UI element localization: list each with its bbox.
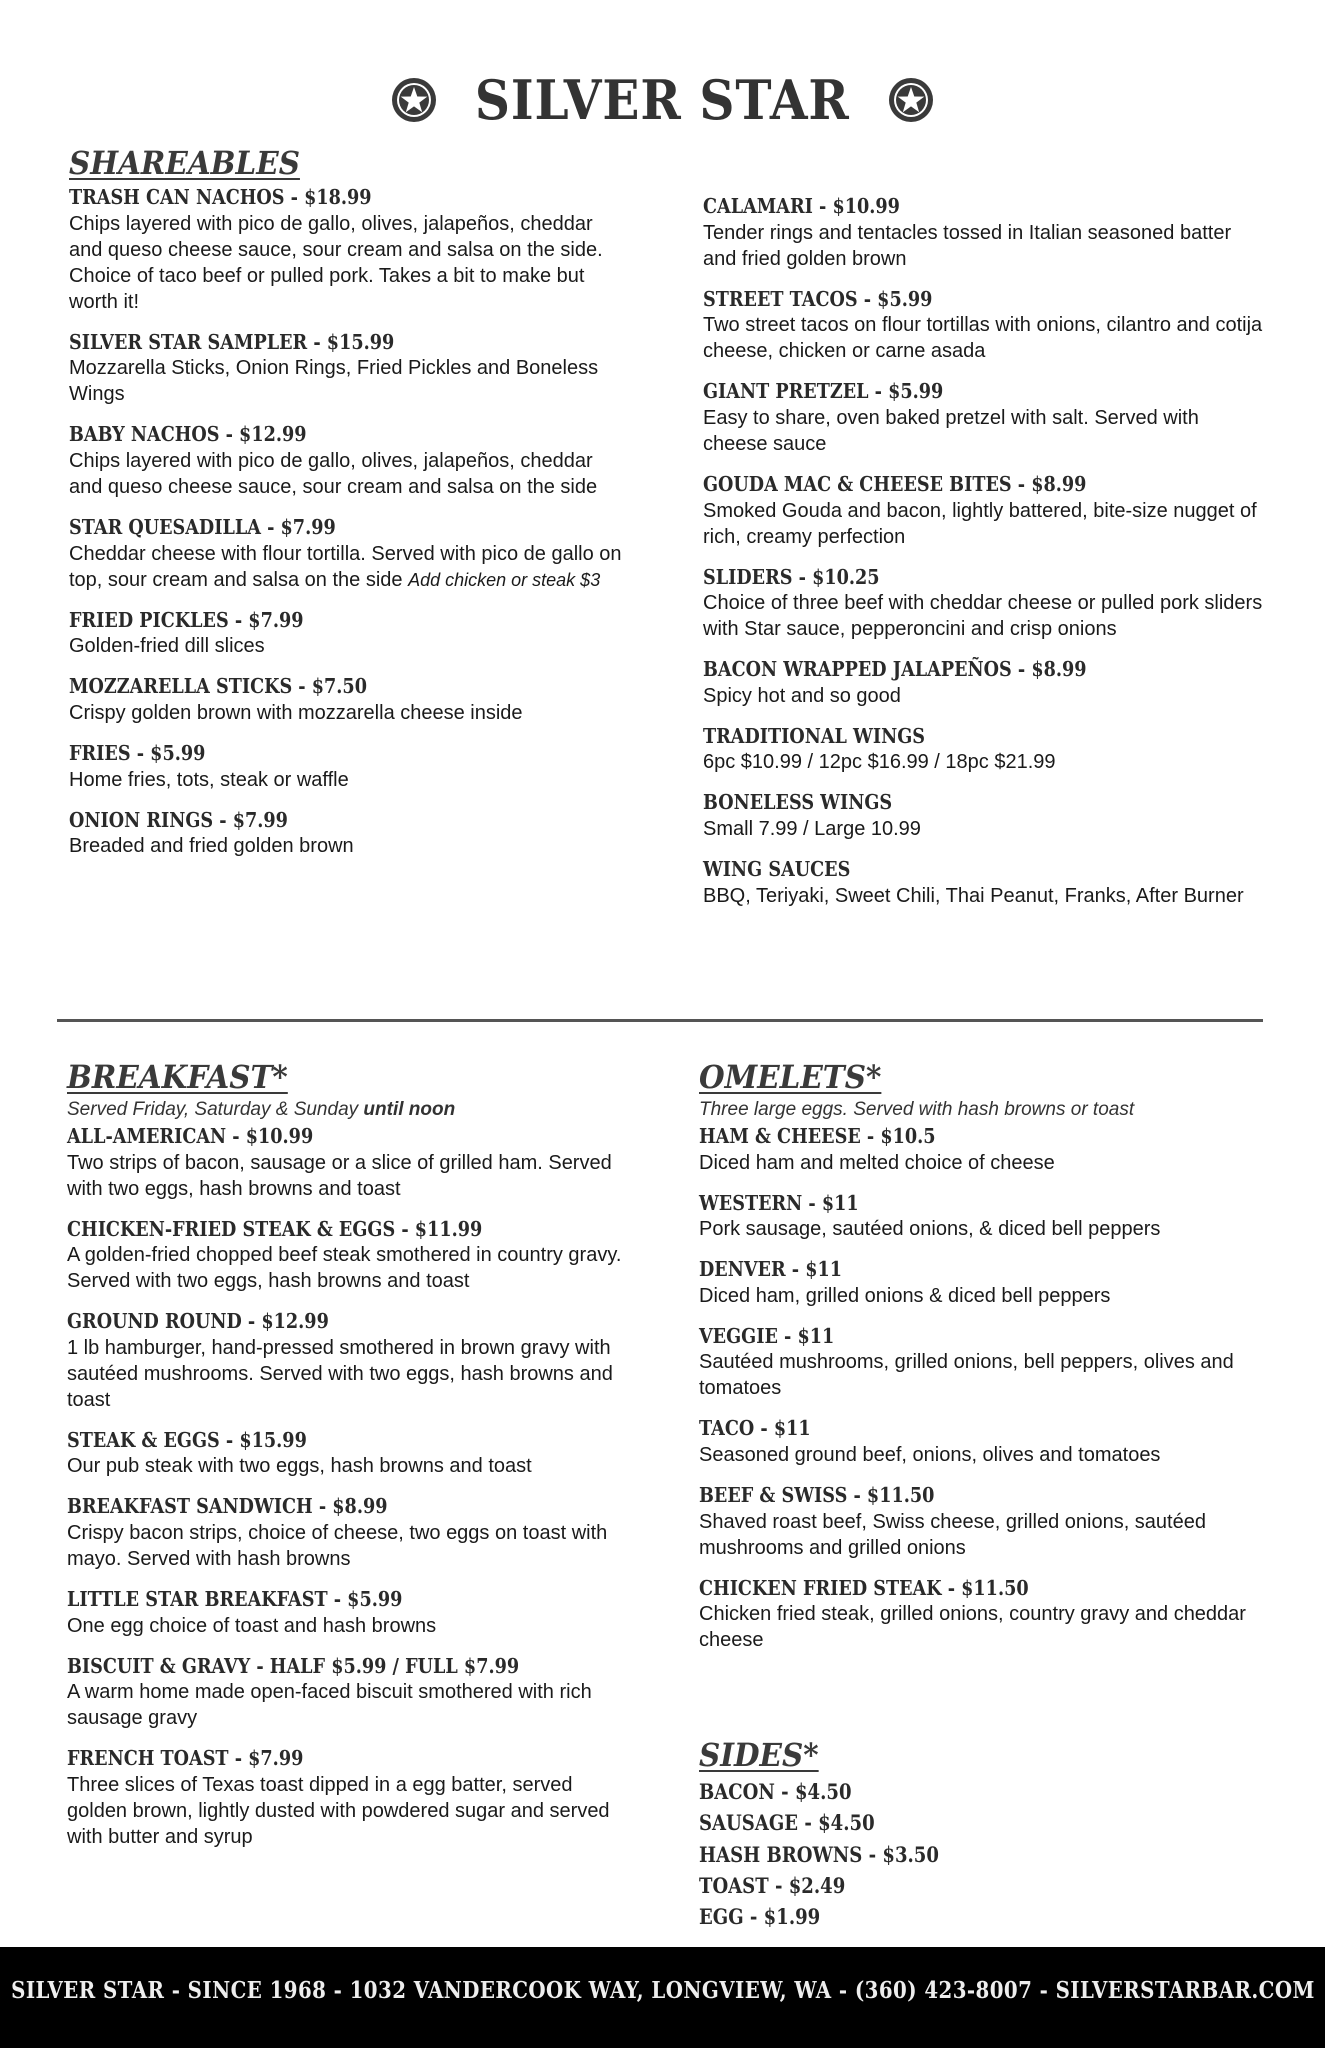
breakfast-column: [67, 1060, 627, 1865]
menu-item: [699, 1483, 1259, 1561]
menu-item-name: TACO - $11: [699, 1416, 811, 1441]
menu-item-name: SLIDERS - $10.25: [703, 564, 880, 589]
menu-item-description-text: Cheddar cheese with flour tortilla. Served with pico de gallo on top, sour cream and salsa on the side: [69, 542, 622, 591]
section-title-breakfast: BREAKFAST*: [67, 1058, 288, 1096]
menu-item: [67, 1309, 627, 1413]
menu-item: [69, 422, 629, 500]
menu-item: [67, 1494, 627, 1572]
menu-item-description: [699, 1216, 1259, 1242]
menu-item-description: [703, 883, 1263, 909]
menu-item-name: STAR QUESADILLA - $7.99: [69, 515, 336, 540]
menu-item-name: BONELESS WINGS: [703, 790, 893, 815]
menu-item-description: [699, 1349, 1259, 1401]
menu-item-description: [69, 541, 629, 593]
menu-item-name: TRASH CAN NACHOS - $18.99: [69, 185, 372, 210]
menu-item-description: [69, 355, 629, 407]
menu-item: [69, 674, 629, 726]
menu-item-name: CALAMARI - $10.99: [703, 194, 900, 218]
menu-item: [699, 1191, 1259, 1243]
menu-item-description-text: Diced ham and melted choice of cheese: [699, 1151, 1055, 1174]
menu-item: [703, 287, 1263, 365]
menu-item: [703, 472, 1263, 550]
menu-item: [69, 741, 629, 793]
breakfast-note-bold: until noon: [363, 1099, 456, 1121]
star-badge-icon: [390, 76, 438, 124]
menu-item: [699, 1416, 1259, 1468]
menu-item-description-text: Choice of three beef with cheddar cheese or pulled pork sliders with Star sauce, pepperoncini and crisp onions: [703, 592, 1263, 641]
menu-item: [703, 565, 1263, 643]
menu-item-description: [699, 1442, 1259, 1468]
menu-item-description-text: Two street tacos on flour tortillas with onions, cilantro and cotija cheese, chicken or carne asada: [703, 314, 1263, 363]
section-title-sides: SIDES*: [699, 1736, 819, 1774]
menu-item: [703, 657, 1263, 709]
menu-item-description-text: Chips layered with pico de gallo, olives, jalapeños, cheddar and queso cheese sauce, sour cream and salsa on the side: [69, 450, 598, 499]
omelets-note: Three large eggs. Served with hash browns or toast: [699, 1099, 1135, 1121]
menu-item-description-text: Home fries, tots, steak or waffle: [69, 768, 349, 791]
menu-item-description: [67, 1242, 627, 1294]
menu-item-description-text: Crispy golden brown with mozzarella cheese inside: [69, 701, 523, 724]
menu-item-description: [703, 749, 1263, 775]
sides-column: [699, 1738, 1259, 1935]
menu-item-name: STEAK & EGGS - $15.99: [67, 1427, 307, 1452]
menu-item-description: [67, 1520, 627, 1572]
breakfast-note-text: Served Friday, Saturday & Sunday: [67, 1099, 359, 1121]
menu-item-addon: Add chicken or steak $3: [408, 569, 601, 590]
menu-item-name: CHICKEN-FRIED STEAK & EGGS - $11.99: [67, 1216, 483, 1241]
menu-item-description-text: A warm home made open-faced biscuit smothered with rich sausage gravy: [67, 1681, 592, 1730]
menu-item: [67, 1587, 627, 1639]
menu-item-description: [69, 448, 629, 500]
menu-item-description: [699, 1509, 1259, 1561]
restaurant-name: SILVER STAR: [475, 68, 850, 132]
menu-item-description: [67, 1150, 627, 1202]
shareables-right-list: [703, 194, 1263, 909]
side-item: EGG - $1.99: [699, 1904, 821, 1930]
menu-item-description-text: Shaved roast beef, Swiss cheese, grilled onions, sautéed mushrooms and grilled onions: [699, 1510, 1206, 1559]
omelets-list: [699, 1124, 1259, 1653]
menu-item-description: [67, 1335, 627, 1413]
menu-item-description: [69, 633, 629, 659]
menu-item-description: [703, 405, 1263, 457]
menu-item-description: [69, 767, 629, 793]
section-title-omelets: OMELETS*: [699, 1058, 882, 1096]
menu-item-description-text: Smoked Gouda and bacon, lightly battered, bite-size nugget of rich, creamy perfection: [703, 499, 1257, 548]
menu-item: [69, 330, 629, 408]
menu-item-description-text: Crispy bacon strips, choice of cheese, two eggs on toast with mayo. Served with hash browns: [67, 1522, 608, 1571]
menu-item-description-text: Our pub steak with two eggs, hash browns and toast: [67, 1455, 532, 1478]
menu-item-description-text: Easy to share, oven baked pretzel with salt. Served with cheese sauce: [703, 406, 1199, 455]
menu-item-name: STREET TACOS - $5.99: [703, 286, 933, 311]
menu-item-name: FRENCH TOAST - $7.99: [67, 1746, 304, 1771]
menu-item-description: [699, 1601, 1259, 1653]
menu-item-description: [69, 211, 629, 315]
menu-item-name: ONION RINGS - $7.99: [69, 807, 288, 832]
menu-item-description-text: Small 7.99 / Large 10.99: [703, 818, 921, 840]
menu-item-name: BREAKFAST SANDWICH - $8.99: [67, 1494, 388, 1519]
menu-item-description: [703, 498, 1263, 550]
menu-item-description-text: One egg choice of toast and hash browns: [67, 1614, 437, 1637]
menu-item: [69, 515, 629, 593]
menu-item: [69, 608, 629, 660]
shareables-left-list: [69, 185, 629, 859]
footer-contact-line: SILVER STAR - SINCE 1968 - 1032 VANDERCOOK WAY, LONGVIEW, WA - (360) 423-8007 - SILVERSTARBAR.COM: [10, 1977, 1315, 2004]
section-title-shareables: SHAREABLES: [69, 144, 300, 182]
menu-item-description: [703, 683, 1263, 709]
menu-item-description: [69, 833, 629, 859]
menu-item-description: [69, 700, 629, 726]
menu-item: [67, 1217, 627, 1295]
menu-item-description: [699, 1150, 1259, 1176]
side-item: SAUSAGE - $4.50: [699, 1810, 875, 1836]
menu-item: [699, 1324, 1259, 1402]
menu-item-description-text: Chips layered with pico de gallo, olives, jalapeños, cheddar and queso cheese sauce, sour cream and salsa on the side. Choice of taco beef or pulled pork. Takes a bit to make but worth it!: [69, 212, 603, 313]
menu-item: [699, 1576, 1259, 1654]
menu-item-name: BACON WRAPPED JALAPEÑOS - $8.99: [703, 657, 1087, 682]
menu-item: [67, 1654, 627, 1732]
menu-item-name: BISCUIT & GRAVY - HALF $5.99 / FULL $7.99: [67, 1653, 520, 1678]
menu-item-name: SILVER STAR SAMPLER - $15.99: [69, 329, 395, 354]
menu-item-name: BEEF & SWISS - $11.50: [699, 1483, 935, 1508]
breakfast-note: [67, 1099, 627, 1122]
menu-item-name: GOUDA MAC & CHEESE BITES - $8.99: [703, 471, 1087, 496]
menu-item: [67, 1124, 627, 1202]
menu-item-description-text: Breaded and fried golden brown: [69, 835, 354, 858]
menu-item-description: [67, 1772, 627, 1850]
menu-item-description: [67, 1453, 627, 1479]
menu-item-description-text: Spicy hot and so good: [703, 684, 901, 707]
menu-item-description: [67, 1679, 627, 1731]
menu-item-name: LITTLE STAR BREAKFAST - $5.99: [67, 1587, 403, 1612]
shareables-left-column: [69, 146, 629, 874]
menu-item: [703, 857, 1263, 909]
menu-item-description-text: A golden-fried chopped beef steak smothered in country gravy. Served with two eggs, hash browns and toast: [67, 1244, 622, 1293]
menu-item-description-text: Two strips of bacon, sausage or a slice of grilled ham. Served with two eggs, hash browns and toast: [67, 1151, 612, 1200]
section-divider: [57, 1019, 1263, 1022]
menu-item-description-text: Chicken fried steak, grilled onions, country gravy and cheddar cheese: [699, 1603, 1246, 1652]
menu-item-description-text: Pork sausage, sautéed onions, & diced bell peppers: [699, 1218, 1161, 1241]
menu-item: [703, 724, 1263, 776]
breakfast-list: [67, 1124, 627, 1850]
menu-item-name: MOZZARELLA STICKS - $7.50: [69, 674, 367, 699]
menu-item-name: FRIES - $5.99: [69, 740, 206, 765]
omelets-column: [699, 1060, 1259, 1668]
menu-header: [0, 68, 1325, 132]
shareables-right-column: [703, 194, 1263, 924]
menu-item-description-text: Seasoned ground beef, onions, olives and tomatoes: [699, 1444, 1161, 1467]
menu-item-name: WING SAUCES: [703, 857, 851, 881]
menu-item-description-text: 1 lb hamburger, hand-pressed smothered in brown gravy with sautéed mushrooms. Served with two eggs, hash browns and toast: [67, 1336, 613, 1411]
sides-list: [699, 1779, 1259, 1930]
menu-item-description: [703, 220, 1263, 272]
menu-item-description: [699, 1283, 1259, 1309]
menu-item-description-text: BBQ, Teriyaki, Sweet Chili, Thai Peanut, Franks, After Burner: [703, 884, 1244, 907]
menu-item: [703, 194, 1263, 272]
menu-item-description-text: Tender rings and tentacles tossed in Italian seasoned batter and fried golden brown: [703, 221, 1232, 270]
menu-item-description: [703, 590, 1263, 642]
side-item: HASH BROWNS - $3.50: [699, 1841, 939, 1867]
menu-item: [703, 379, 1263, 457]
menu-item-name: HAM & CHEESE - $10.5: [699, 1123, 936, 1148]
side-item: BACON - $4.50: [699, 1779, 852, 1805]
menu-item: [699, 1124, 1259, 1176]
menu-item-description: [67, 1613, 627, 1639]
menu-item-name: GIANT PRETZEL - $5.99: [703, 379, 944, 404]
menu-item-description: [703, 816, 1263, 842]
menu-item-name: WESTERN - $11: [699, 1190, 859, 1215]
menu-item-description-text: Three slices of Texas toast dipped in a egg batter, served golden brown, lightly dusted with powdered sugar and served with butter and syrup: [67, 1773, 610, 1848]
menu-item: [69, 185, 629, 315]
menu-item-name: BABY NACHOS - $12.99: [69, 422, 307, 447]
menu-item-description-text: Sautéed mushrooms, grilled onions, bell peppers, olives and tomatoes: [699, 1351, 1234, 1400]
menu-item: [703, 790, 1263, 842]
menu-item-name: GROUND ROUND - $12.99: [67, 1309, 329, 1334]
footer-bar: [0, 1947, 1325, 2048]
menu-item: [67, 1746, 627, 1850]
menu-item-description: [703, 312, 1263, 364]
menu-item-description-text: Golden-fried dill slices: [69, 635, 265, 658]
side-item: TOAST - $2.49: [699, 1872, 846, 1898]
menu-item: [69, 808, 629, 860]
menu-item: [699, 1257, 1259, 1309]
menu-item-name: TRADITIONAL WINGS: [703, 723, 925, 748]
menu-item-description-text: Mozzarella Sticks, Onion Rings, Fried Pickles and Boneless Wings: [69, 357, 599, 406]
menu-item-name: ALL-AMERICAN - $10.99: [67, 1123, 314, 1148]
menu-item-name: FRIED PICKLES - $7.99: [69, 607, 304, 632]
menu-item-description-text: Diced ham, grilled onions & diced bell peppers: [699, 1284, 1111, 1307]
menu-item-description-text: 6pc $10.99 / 12pc $16.99 / 18pc $21.99: [703, 751, 1056, 774]
menu-item: [67, 1428, 627, 1480]
menu-item-name: DENVER - $11: [699, 1257, 843, 1282]
star-badge-icon: [887, 76, 935, 124]
menu-item-name: CHICKEN FRIED STEAK - $11.50: [699, 1575, 1029, 1600]
menu-item-name: VEGGIE - $11: [699, 1323, 835, 1348]
